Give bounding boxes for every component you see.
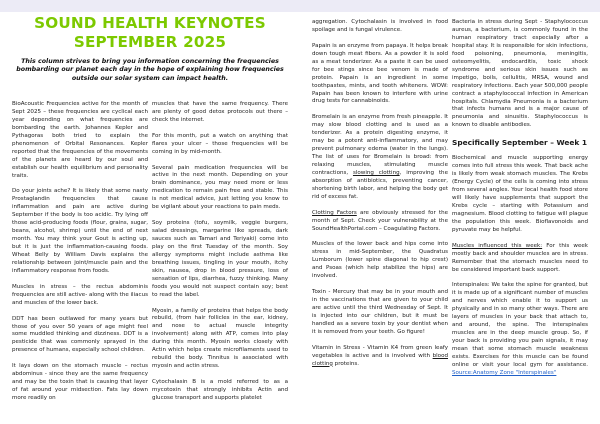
column-3 xyxy=(312,19,448,376)
paragraph-papain: Papain is an enzyme from papaya. It helps break down tough meat fibers. As a powder it is sold as a meat tenderizer. As a paste it can be used for bee stings since bee venom is made of protein. Papain is an ingredient in some toothpastes, mints, and tooth whiteners. WOW: Papain has been known to interfere with urine drug tests for cannabinoids. xyxy=(312,42,448,105)
paragraph-stomach-muscle: It lays down on the stomach muscle – rectus abdominus - since they are the same frequency and may be the toxin that is causing that layer of fat around your midsection. Fats lay down more readily on xyxy=(12,363,148,402)
column-4 xyxy=(452,19,588,386)
paragraph-bioacoustic-intro: BioAcoustic Frequencies active for the month of Sept 2025 – these frequencies are cyclical each year depending on what frequencies are bombarding the earth. Johannes Kepler and Pythagoras both tried to explain the phenomenon of Orbital Resonances. Kepler reported that the frequencies of the movements of the planets are heard by our soul and establish our health equilibrium and personality traits. xyxy=(12,101,148,179)
muscles-influenced-label: Muscles influenced this week: xyxy=(452,242,543,249)
paragraph-muscles-stress: Muscles in stress – the rectus abdominis frequencies are still active- along with the iliacus and muscles of the lower back. xyxy=(12,283,148,306)
paragraph-interspinales: Interspinales: We take the spine for granted, but it is made up of a significant number of muscles and nerves which enable it to support us physically and in so many other ways. There are layers of muscles in your back that attach to, and around, the spine. The interspinales muscles are in the deep muscle group. So, if your back is providing you pain signals, it may mean that some stomach muscle weakness exists. Exercises for this muscle can be found online or visit your local gym for assistance. Source:Anatomy Zone "Interspinales" xyxy=(452,282,588,376)
title-line-1: SOUND HEALTH KEYNOTES xyxy=(34,14,266,32)
column-2 xyxy=(152,101,288,411)
paragraph-bacteria: Bacteria in stress during Sept - Staphylococcus aureus, a bacterium, is commonly found in the human respiratory tract especially after a hospital stay. It is responsible for skin infections, food poisoning, pneumonia, meningitis, osteomyelitis, endocarditis, toxic shock syndrome and serious skin issues such as impetigo, boils, cellulitis, MRSA, wound and respiratory infections. Each year 500,000 people contract a staphylococcal infection in American hospitals. Chlamydia Pneumonia is a bacterium that infects humans and is a major cause of pneumonia and sinusitis. Staphylococcus is known to disable antibodies. xyxy=(452,19,588,129)
paragraph-cytochalasin-cont: aggregation. Cytochalasin is involved in food spoilage and is fungal virulence. xyxy=(312,19,448,33)
paragraph-cytochalasin: Cytochalasin B is a mold referred to as a mycotoxin that strongly inhibits Actin and glucose transport and supports platelet xyxy=(152,379,288,401)
paragraph-soy-proteins: Soy proteins (tofu, soymilk, veggie burgers, salad dressings, margarine like spreads, dark sauces such as Tamari and Teriyaki) come into play on the first Tuesday of the month. Soy allergy symptoms might include asthma like breathing issues, tingling in your mouth, itchy skin, nausea, drop in blood pressure, loss of sensation of lips, diarrhea, fuzzy thinking. Many foods you would not suspect contain soy; best to read the label. xyxy=(152,220,288,298)
section-heading-week-1: Specifically September – Week 1 xyxy=(452,138,588,148)
paragraph-clotting-factors: Clotting Factors are obviously stressed for the month of Sept. Check your vulnerability at the SoundHealthPortal.com – Coagulating Factors. xyxy=(312,209,449,232)
paragraph-mercury-toxin: Toxin - Mercury that may be in your mouth and in the vaccinations that are given to your child are active until the third Wednesday of Sept. It is injected into our children, but it must be handled as a severe toxin by your dentist when it is removed from your teeth. Go figure! xyxy=(312,289,448,335)
slowing-clotting-link[interactable]: slowing clotting xyxy=(352,169,400,176)
page-title xyxy=(0,14,300,52)
paragraph-vitamin-k4: Vitamin in Stress - Vitamin K4 from green leafy vegetables is active and is involved with blood clotting proteins. xyxy=(312,344,448,367)
source-anatomy-zone-link[interactable]: Source:Anatomy Zone "Interspinales" xyxy=(452,369,557,376)
paragraph-lower-back: Muscles of the lower back and hips come into stress in mid-September, the Quadratus Lumborum (lower spine diagonal to hip crest) and Psoas (which help stabilize the hips) are involved. xyxy=(312,241,448,280)
paragraph-myosin: Myosin, a family of proteins that helps the body rebuild, (from hair follicles in the ear, kidney, and nose to actual muscle integrity involvement) along with ATP, comes into play during this month. Myosin works closely with Actin which helps create microfilaments used to rebuild the body. Tinnitus is associated with myosin and actin stress. xyxy=(152,307,288,370)
paragraph-krebs-cycle: Biochemical and muscle supporting energy comes into full stress this week. That back ache is likely from weak stomach muscles. The Krebs (Energy Cycle) of the cells is coming into stress from several angles. Your local health food store will likely have supplements that support the Krebs cycle – starting with Potassium and magnesium. Blood clotting to fatigue will plague the population this week. Bioflavonoids and pyruvate may be helpful. xyxy=(452,155,588,233)
paragraph-ddt: DDT has been outlawed for many years but those of you over 50 years of age might feel some muddled thinking and dizziness. DDT is a pesticide that was commonly sprayed in the presence of humans, especially school children. xyxy=(12,315,148,354)
paragraph-pain-medication: Several pain medication frequencies will be active in the next month. Depending on your brain dominance, you may need more or less medication to remain pain free and stable. This is not medical advice, just letting you know to be vigilant about your reactions to pain meds. xyxy=(152,164,288,211)
top-bar xyxy=(0,0,600,12)
blood-clotting-link[interactable]: blood clotting xyxy=(312,352,448,367)
paragraph-joints: Do your joints ache? It is likely that some nasty Prostaglandin frequencies that cause inflammation and pain are active during September if the body is too acidic. Try lying off those acid-producing foods (flour, grains, sugar, beans, alcohol, shrimp) until the end of next month. You may think your Gout is acting up, but it is just the inflammation-causing foods. Wheat Belly by William Davis explains the relationship between joint/muscle pain and the inflammatory response from foods. xyxy=(12,188,148,274)
paragraph-detox: muscles that have the same frequency. There are plenty of good detox protocols out there – check the internet. xyxy=(152,101,288,123)
column-1 xyxy=(12,101,148,411)
paragraph-ulcer: For this month, put a watch on anything that flares your ulcer – those frequencies will be coming in by mid-month. xyxy=(152,132,288,155)
clotting-factors-link[interactable]: Clotting Factors xyxy=(312,209,357,216)
title-line-2: SEPTEMBER 2025 xyxy=(73,33,227,51)
article-header xyxy=(0,14,300,83)
paragraph-muscles-week: Muscles influenced this week: For this week mostly back and shoulder muscles are in stress. Remember that the stomach muscles need to be considered important back support. xyxy=(452,242,589,273)
article-subtitle: This column strives to bring you information concerning the frequencies bombarding our planet each day in the hope of explaining how frequencies outside our solar system can impact health. xyxy=(16,58,284,82)
paragraph-bromelain: Bromelain is an enzyme from fresh pineapple. It may slow blood clotting and is used as a tenderizer. As a protein digesting enzyme, it may be a potent anti-inflammatory, and may prevent pulmonary edema (water in the lungs). The list of uses for Bromelain is broad: from relaxing muscles, stimulating muscle contractions, slowing clotting, improving the absorption of antibiotics, preventing cancer, shortening birth labor, and helping the body get rid of excess fat. xyxy=(312,114,448,200)
